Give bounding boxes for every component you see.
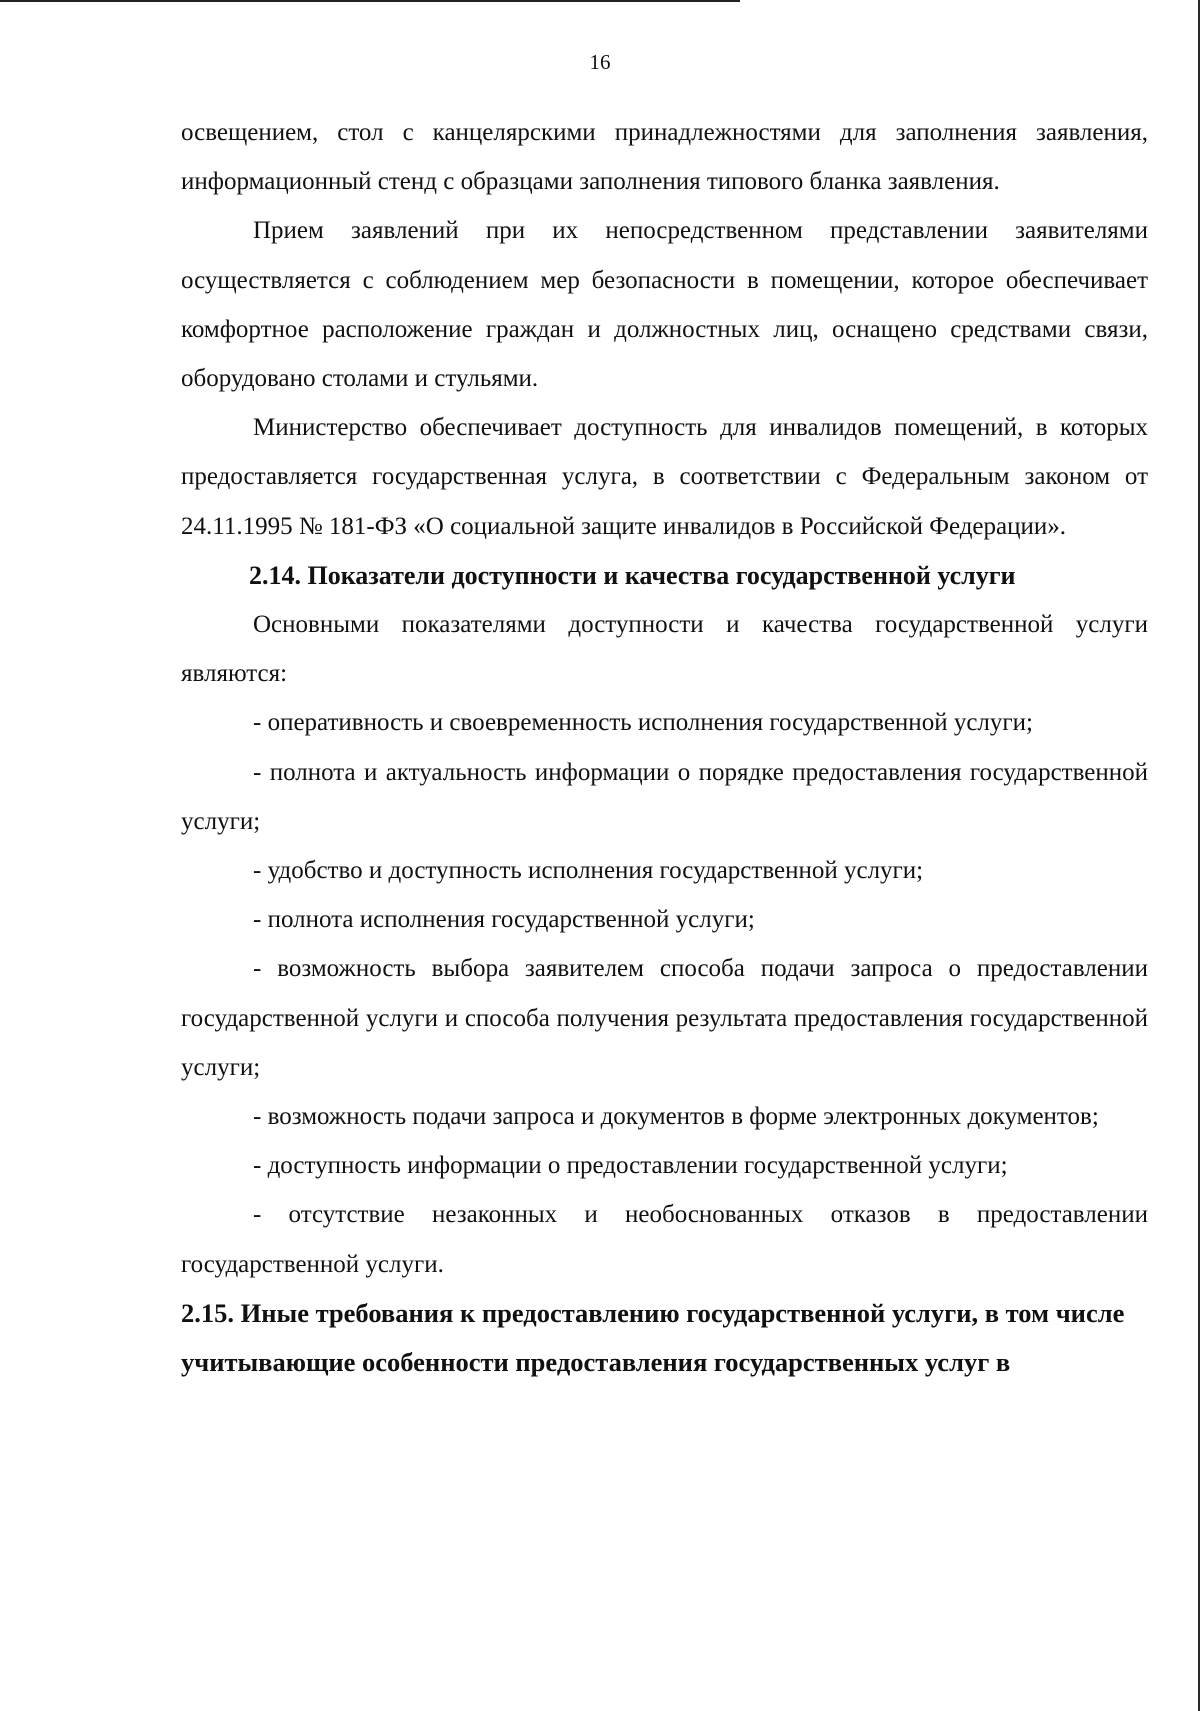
- section-heading-2-14: 2.14. Показатели доступности и качества государственной услуги: [249, 560, 1016, 590]
- scan-edge-top: [0, 0, 740, 2]
- paragraph-continuation: освещением, стол с канцелярскими принадлежностями для заполнения заявления, информационный стенд с образцами заполнения типового бланка заявления.: [181, 119, 1148, 196]
- section-heading-2-15: 2.15. Иные требования к предоставлению государственной услуги, в том числе учитывающие особенности предоставления государственных услуг в: [181, 1297, 1125, 1378]
- list-item: - доступность информации о предоставлении государственной услуги;: [253, 1152, 1008, 1180]
- list-item: - возможность подачи запроса и документов в форме электронных документов;: [253, 1103, 1099, 1131]
- list-item: - возможность выбора заявителем способа подачи запроса о предоставлении государственной услуги и способа получения результата предоставления государственной услуги;: [181, 955, 1148, 1081]
- paragraph-application-reception: Прием заявлений при их непосредственном представлении заявителями осуществляется с соблюдением мер безопасности в помещении, которое обеспечивает комфортное расположение граждан и должностных лиц, оснащено средствами связи, оборудовано столами и стульями.: [181, 217, 1148, 393]
- document-body: [181, 108, 1148, 1387]
- list-item: - удобство и доступность исполнения государственной услуги;: [253, 857, 924, 885]
- paragraph-indicators-intro: Основными показателями доступности и качества государственной услуги являются:: [181, 611, 1148, 688]
- list-item: - полнота исполнения государственной услуги;: [253, 906, 755, 934]
- paragraph-accessibility: Министерство обеспечивает доступность для инвалидов помещений, в которых предоставляется государственная услуга, в соответствии с Федеральным законом от 24.11.1995 № 181-ФЗ «О социальной защите инвалидов в Российской Федерации».: [181, 414, 1148, 540]
- list-item: - отсутствие незаконных и необоснованных отказов в предоставлении государственной услуги.: [181, 1201, 1148, 1278]
- list-item: - полнота и актуальность информации о порядке предоставления государственной услуги;: [181, 758, 1148, 835]
- list-item: - оперативность и своевременность исполнения государственной услуги;: [253, 709, 1033, 737]
- page-number: 16: [589, 50, 611, 74]
